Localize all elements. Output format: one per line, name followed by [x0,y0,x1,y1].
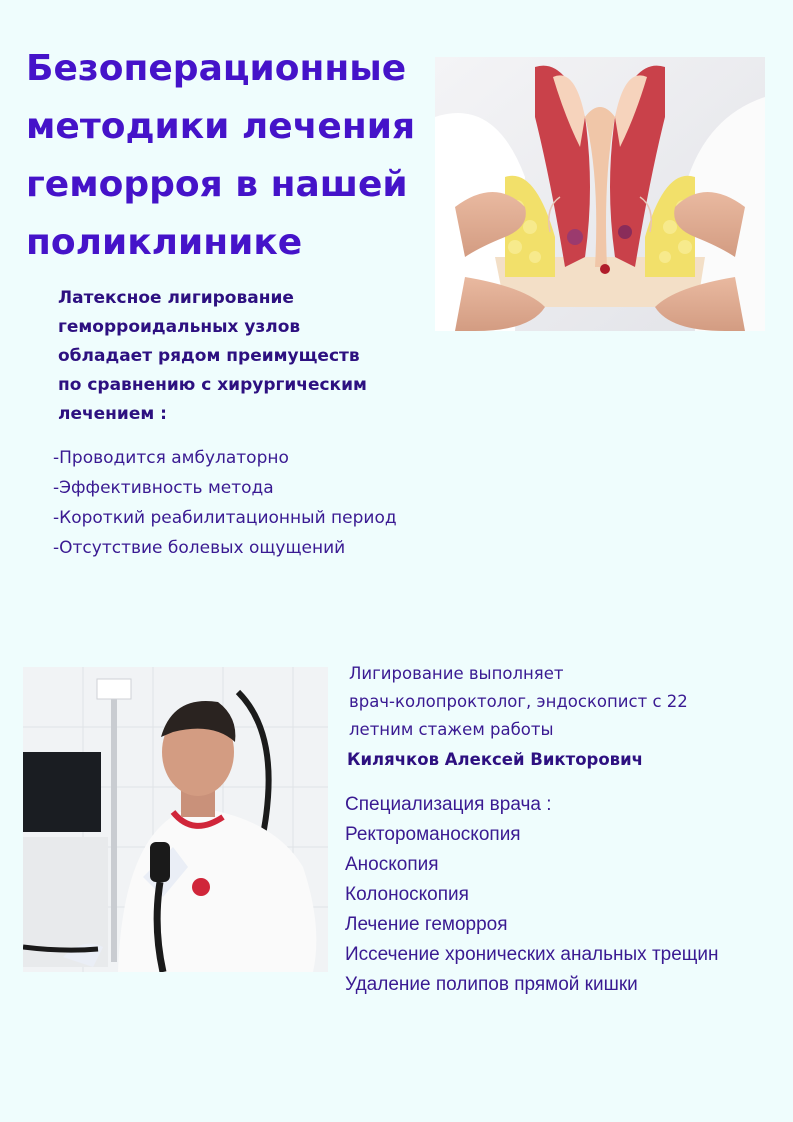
specialization-block [345,790,785,1000]
title-line: геморроя в нашей [26,164,408,205]
advantage-item: -Короткий реабилитационный период [53,508,397,528]
specialization-title: Специализация врача : [345,794,552,815]
intro-line: лечением : [58,404,167,424]
advantage-item: -Проводится амбулаторно [53,448,289,468]
advantage-item: -Отсутствие болевых ощущений [53,538,346,558]
doctor-note-line: летним стажем работы [349,720,554,739]
anatomy-model-photo [435,57,765,331]
advantage-item: -Эффективность метода [53,478,274,498]
specialization-item: Аноскопия [345,854,439,875]
doctor-photo [23,667,328,972]
title-line: методики лечения [26,106,416,147]
doctor-name: Килячков Алексей Викторович [347,750,644,769]
advantages-list [53,443,473,563]
specialization-item: Ректороманоскопия [345,824,521,845]
intro-line: обладает рядом преимуществ [58,346,360,366]
doctor-note [349,660,769,744]
specialization-item: Удаление полипов прямой кишки [345,974,638,995]
specialization-item: Лечение геморроя [345,914,508,935]
specialization-item: Иссечение хронических анальных трещин [345,944,719,965]
intro-line: Латексное лигирование [58,288,294,308]
doctor-note-line: Лигирование выполняет [349,664,564,683]
intro-line: геморроидальных узлов [58,317,301,337]
intro-paragraph [58,284,418,429]
specialization-item: Колоноскопия [345,884,469,905]
doctor-note-line: врач-колопроктолог, эндоскопист с 22 [349,692,688,711]
title-line: поликлинике [26,222,303,263]
intro-line: по сравнению с хирургическим [58,375,367,395]
title-line: Безоперационные [26,48,407,89]
page-title [26,40,426,272]
